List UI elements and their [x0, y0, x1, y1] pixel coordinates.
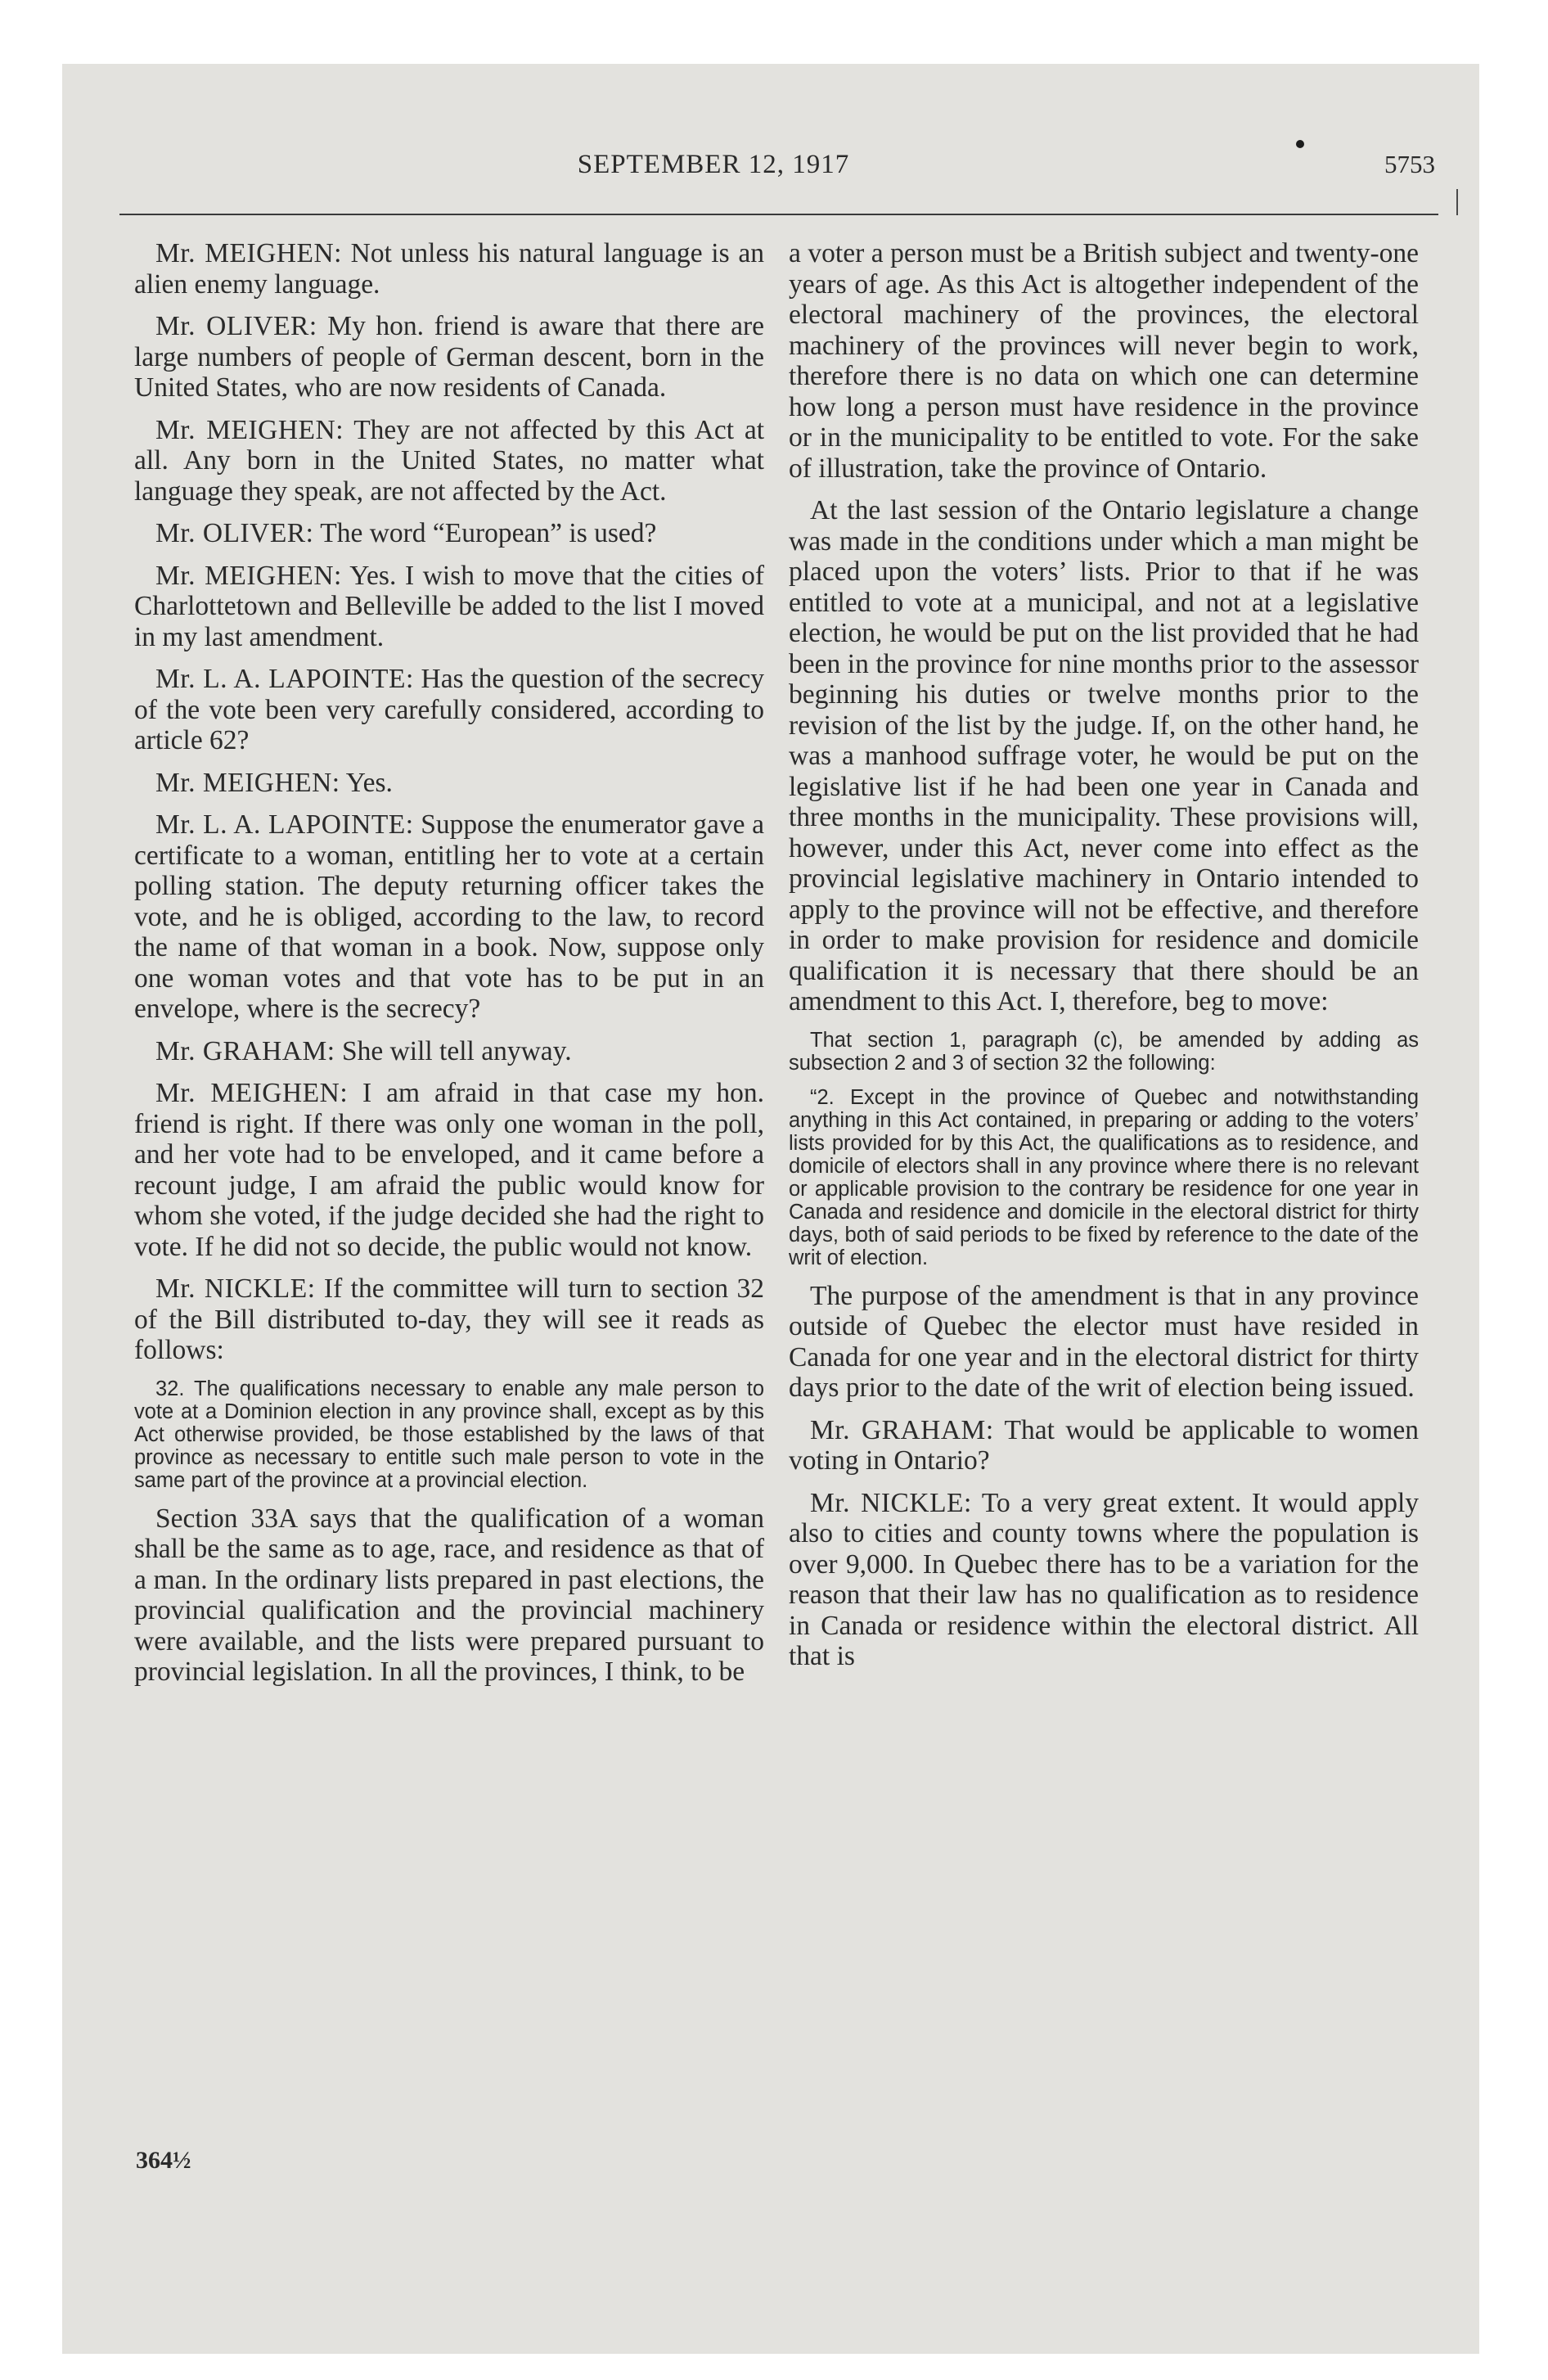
right-column: [789, 238, 1419, 1684]
speech-text: Yes.: [340, 767, 393, 798]
speaker-name: Mr. GRAHAM:: [155, 1035, 335, 1066]
speech-text: I am afraid in that case my hon. friend is right. If there was only one woman in the poll, and her vote had to be enveloped, and it came before a recount judge, I am afraid the public would know for whom she voted, if the judge decided she had the right to vote. If he did not so decide, the public would not know.: [134, 1078, 764, 1262]
speaker-name: Mr. MEIGHEN:: [155, 1078, 349, 1108]
speech-text: If the committee will turn to section 32 of the Bill distributed to-day, they will see it reads as follows:: [134, 1273, 765, 1365]
speaker-name: Mr. GRAHAM:: [810, 1414, 994, 1445]
speech-text: Yes. I wish to move that the cities of Charlottetown and Belleville be added to the list I moved in my last amendment.: [134, 560, 764, 652]
speech-paragraph: [134, 1273, 764, 1366]
speaker-name: Mr. NICKLE:: [810, 1487, 972, 1518]
speech-paragraph: [134, 768, 764, 799]
speech-paragraph: [134, 1078, 764, 1262]
speech-text: Has the question of the secrecy of the vote been very carefully considered, according to article 62?: [134, 664, 764, 755]
speech-paragraph: [134, 238, 764, 300]
speech-paragraph: [134, 311, 764, 403]
speech-paragraph: [134, 809, 764, 1025]
body-paragraph: The purpose of the amendment is that in any province outside of Quebec the elector must have resided in Canada for one year and in the electoral district for thirty days prior to the date of the writ of election being issued.: [789, 1280, 1419, 1403]
speaker-name: Mr. OLIVER:: [155, 518, 314, 548]
speaker-name: Mr. OLIVER:: [155, 311, 317, 341]
speech-text: That would be applicable to women voting in Ontario?: [789, 1414, 1419, 1476]
hansard-page: [119, 143, 1438, 2279]
speech-paragraph: [134, 1036, 764, 1067]
speech-text: Suppose the enumerator gave a certificate to a woman, entitling her to vote at a certain polling station. The deputy returning officer takes the vote, and he is obliged, according to the law, to record the name of that woman in a book. Now, suppose only one woman votes and that vote has to be put in an envelope, where is the secrecy?: [134, 809, 764, 1024]
margin-tick: [1456, 189, 1458, 215]
speaker-name: Mr. L. A. LAPOINTE:: [155, 809, 414, 840]
speech-paragraph: [134, 664, 764, 756]
speech-text: She will tell anyway.: [335, 1035, 572, 1066]
header-page-number: 5753: [1384, 150, 1435, 178]
speaker-name: Mr. MEIGHEN:: [155, 767, 340, 798]
print-speck: [1296, 140, 1304, 148]
speech-text: They are not affected by this Act at all. Any born in the United States, no matter what language they speak, are not affected by the Act.: [134, 414, 765, 507]
speech-paragraph: [789, 1488, 1419, 1672]
speaker-name: Mr. NICKLE:: [155, 1273, 316, 1304]
running-header: [119, 143, 1438, 192]
continued-paragraph: a voter a person must be a British subject and twenty-one years of age. As this Act is altogether independent of the electoral machinery of the provinces, the electoral machinery of the provinces will never begin to work, therefore there is no data on which one can determine how long a person must have residence in the province or in the municipality to be entitled to vote. For the sake of illustration, take the province of Ontario.: [789, 238, 1419, 484]
quoted-clause: “2. Except in the province of Quebec and notwithstanding anything in this Act contained, in preparing or adding to the voters’ lists provided for by this Act, the qualifications as to residence, and domicile of electors shall in any province where there is no relevant or applicable provision to the contrary be residence for one year in Canada and residence and domicile in the electoral district for thirty days, both of said periods to be fixed by reference to the date of the writ of election.: [789, 1085, 1419, 1269]
speech-text: To a very great extent. It would apply also to cities and county towns where the population is over 9,000. In Quebec there has to be a variation for the reason that their law has no qualification as to residence in Canada or residence within the electoral district. All that is: [789, 1487, 1420, 1671]
header-date: SEPTEMBER 12, 1917: [577, 150, 850, 179]
speaker-name: Mr. MEIGHEN:: [155, 414, 344, 445]
speech-text: My hon. friend is aware that there are large numbers of people of German descent, born in the United States, who are now residents of Canada.: [134, 311, 764, 403]
speech-text: The word “European” is used?: [313, 518, 657, 548]
speaker-name: Mr. MEIGHEN:: [155, 560, 342, 591]
speech-paragraph: [134, 415, 764, 507]
quoted-clause: 32. The qualifications necessary to enable any male person to vote at a Dominion election in any province shall, except as by this Act otherwise provided, be those established by the laws of that province as necessary to entitle such male person to vote in the same part of the province at a provincial election.: [134, 1377, 764, 1492]
left-column: [134, 238, 764, 1699]
signature-mark: 364½: [136, 2147, 191, 2174]
speech-paragraph: [134, 518, 764, 549]
speech-paragraph: [134, 561, 764, 653]
speech-paragraph: [789, 1415, 1419, 1476]
body-paragraph: Section 33A says that the qualification of a woman shall be the same as to age, race, and residence as that of a man. In the ordinary lists prepared in past elections, the provincial qualification and the provincial machinery were available, and the lists were prepared pursuant to provincial legislation. In all the provinces, I think, to be: [134, 1503, 764, 1687]
body-paragraph: At the last session of the Ontario legislature a change was made in the conditions under which a man might be placed upon the voters’ lists. Prior to that if he was entitled to vote at a municipal, and not at a legislative election, he would be put on the list provided that he had been in the province for nine months prior to the assessor beginning his duties or twelve months prior to the revision of the list by the judge. If, on the other hand, he was a manhood suffrage voter, he would be put on the legislative list if he had been one year in Canada and three months in the municipality. These provisions will, however, under this Act, never come into effect as the provincial legislative machinery in Ontario intended to apply to the province will not be effective, and therefore in order to make provision for residence and domicile qualification it is necessary that there should be an amendment to this Act. I, therefore, beg to move:: [789, 495, 1419, 1016]
speaker-name: Mr. L. A. LAPOINTE:: [155, 664, 414, 694]
header-rule: [119, 214, 1438, 215]
speech-text: Not unless his natural language is an alien enemy language.: [134, 238, 764, 300]
speaker-name: Mr. MEIGHEN:: [155, 238, 342, 268]
quoted-clause: That section 1, paragraph (c), be amended by adding as subsection 2 and 3 of section 32 the following:: [789, 1028, 1419, 1075]
